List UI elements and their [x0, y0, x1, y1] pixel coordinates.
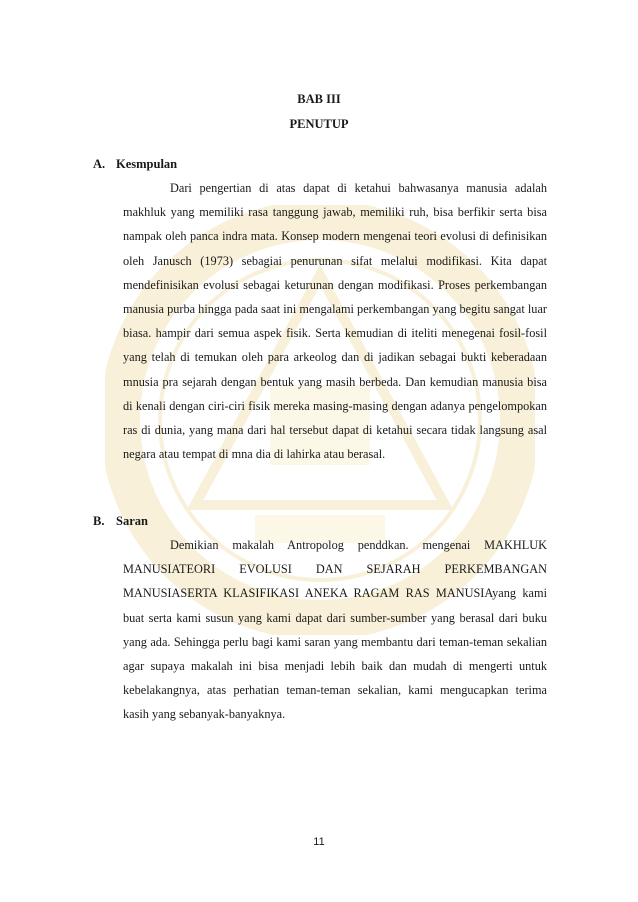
chapter-title: PENUTUP: [289, 117, 349, 131]
section-b-title: Saran: [116, 514, 148, 528]
section-b-letter: B.: [93, 514, 105, 528]
chapter-number: BAB III: [297, 92, 341, 106]
section-b-paragraph: Demikian makalah Antropolog penddkan. mengenai MAKHLUK MANUSIATEORI EVOLUSI DAN SEJARAH PERKEMBANGAN MANUSIASERTA KLASIFIKASI ANEKA RAGAM RAS MANUSIAyang kami buat serta kami susun yang kami dapat dari sumber-sumber yang berasal dari buku yang ada. Sehingga perlu bagi kami saran yang membantu dari teman-teman sekalian agar supaya makalah ini bisa menjadi lebih baik dan mudah di mengerti untuk kebelakangnya, atas perhatian teman-teman sekalian, kami mengucapkan terima kasih yang sebanyak-banyaknya.: [123, 538, 547, 722]
section-a-heading: [93, 157, 177, 172]
page-number: 11: [313, 836, 325, 848]
section-a-paragraph: Dari pengertian di atas dapat di ketahui bahwasanya manusia adalah makhluk yang memiliki rasa tanggung jawab, memiliki ruh, bisa berfikir serta bisa nampak oleh panca indra mata. Konsep modern mengenai teori evolusi di definisikan oleh Janusch (1973) sebagiai penurunan sifat melalui modifikasi. Kita dapat mendefinisikan evolusi sebagai keturunan dengan modifikasi. Proses perkembangan manusia purba hingga pada saat ini mengalami perkembangan yang begitu sangat luar biasa. hampir dari semua aspek fisik. Serta kemudian di iteliti menegenai fosil-fosil yang telah di temukan oleh para arkeolog dan di jadikan sebagai bukti keberadaan mnusia pra sejarah dengan bentuk yang masih berbeda. Dan kemudian manusia bisa di kenali dengan ciri-ciri fisik mereka masing-masing dengan adanya pengelompokan ras di dunia, yang mana dari hal tersebut dapat di ketahui secara tidak langsung asal negara atau tempat di mna dia di lahirka atau berasal.: [123, 181, 547, 462]
section-a-letter: A.: [93, 157, 106, 171]
section-b-heading: [93, 514, 148, 529]
section-a-title: Kesmpulan: [116, 157, 178, 171]
